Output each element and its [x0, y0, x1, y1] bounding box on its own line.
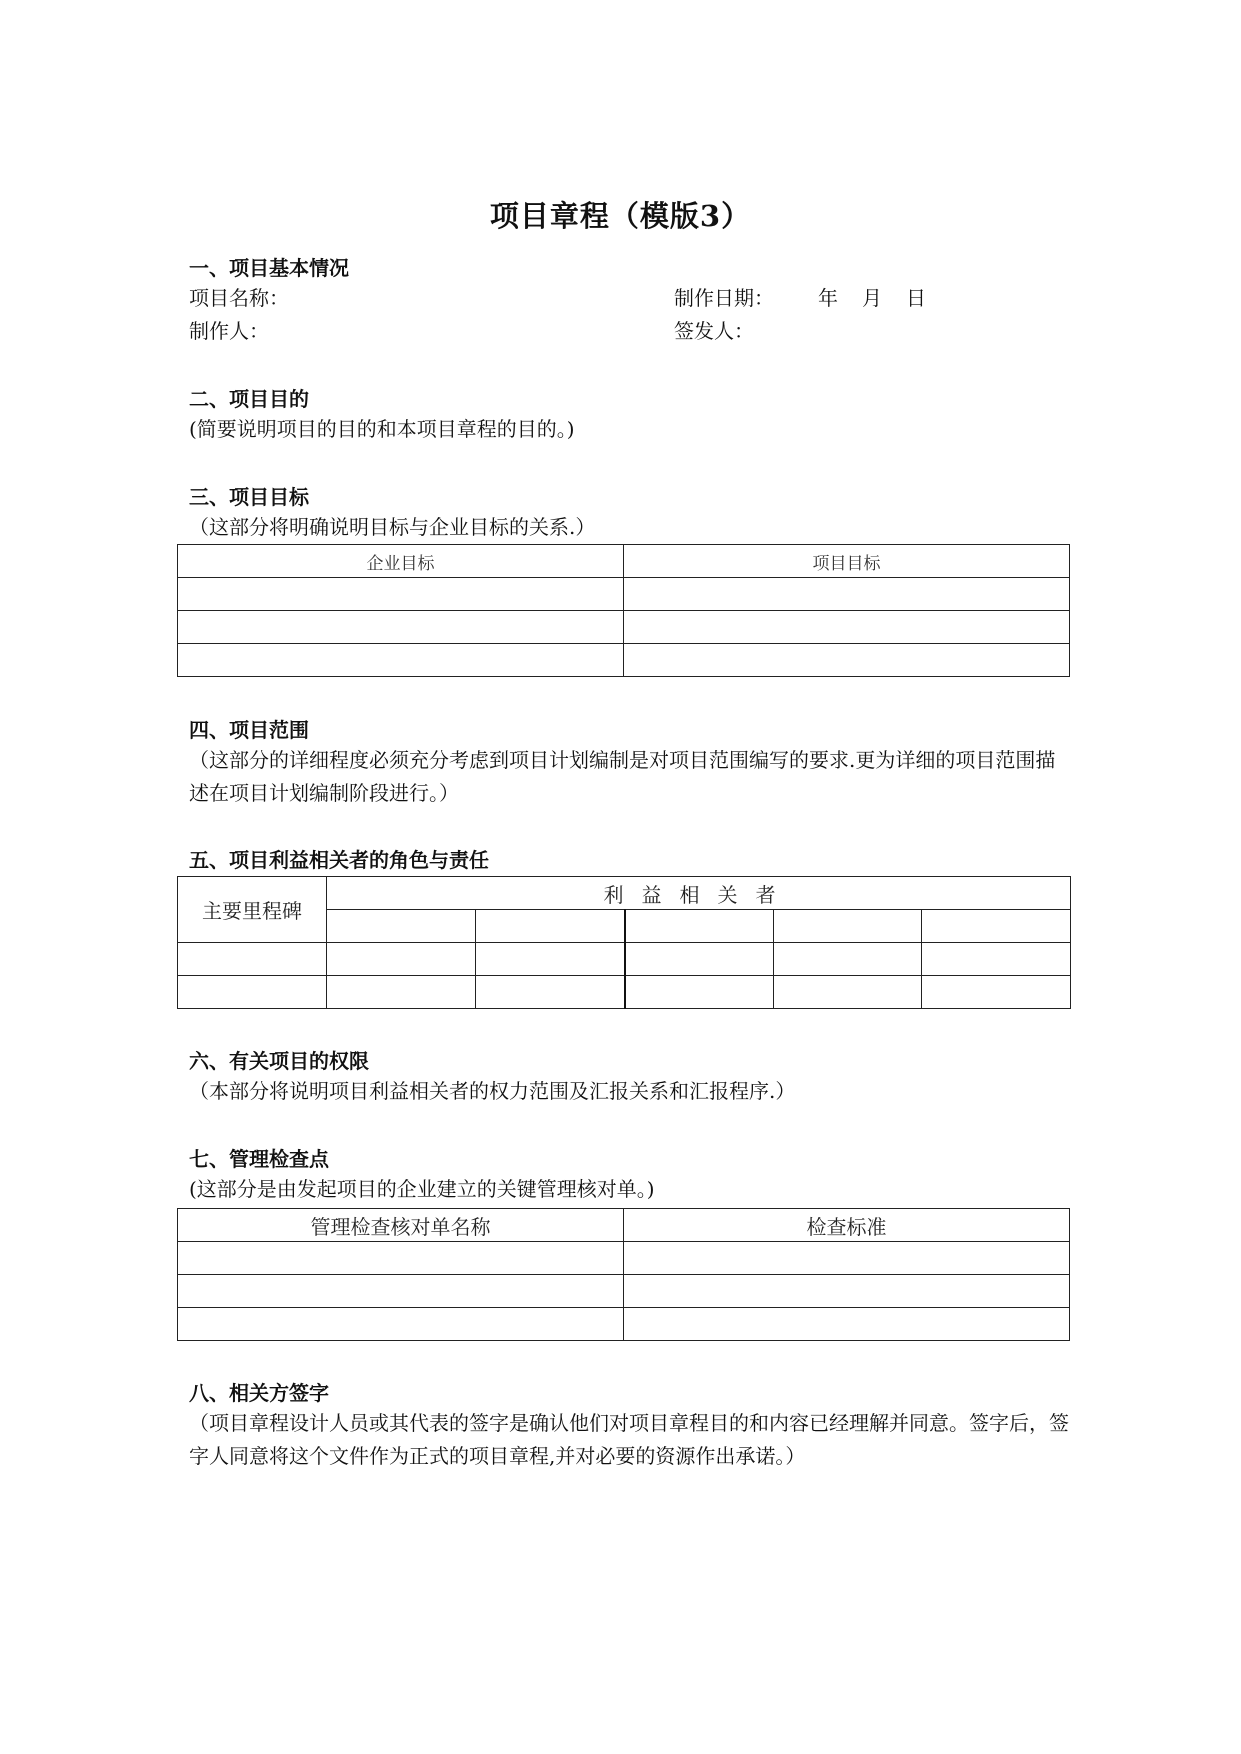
milestones-header: 主要里程碑 — [178, 877, 327, 943]
table-cell — [327, 910, 476, 943]
table-row — [178, 943, 1071, 976]
table-row — [178, 1275, 1070, 1308]
table-cell — [327, 943, 476, 976]
section-3-heading: 三、项目目标 — [189, 485, 309, 509]
table-cell — [178, 1275, 624, 1308]
author-label: 制作人： — [189, 319, 269, 343]
table-cell — [624, 1242, 1070, 1275]
table-cell — [178, 943, 327, 976]
table-cell — [624, 1308, 1070, 1341]
section-3-description: （这部分将明确说明目标与企业目标的关系.） — [189, 515, 596, 539]
objectives-table — [177, 544, 1070, 677]
section-6-heading: 六、有关项目的权限 — [189, 1049, 369, 1073]
table-cell — [922, 976, 1071, 1009]
table-row — [178, 1242, 1070, 1275]
issuer-label: 签发人： — [674, 319, 754, 343]
table-cell — [178, 644, 624, 677]
table-cell — [476, 910, 625, 943]
section-4-description: （这部分的详细程度必须充分考虑到项目计划编制是对项目范围编写的要求.更为详细的项目范围描述在项目计划编制阶段进行。） — [189, 748, 1056, 805]
corporate-objectives-header: 企业目标 — [178, 545, 624, 578]
table-cell — [624, 611, 1070, 644]
section-4-heading: 四、项目范围 — [189, 718, 309, 742]
table-row — [178, 578, 1070, 611]
section-7-heading: 七、管理检查点 — [189, 1147, 329, 1171]
check-standard-header: 检查标准 — [624, 1209, 1070, 1242]
table-cell — [774, 943, 922, 976]
table-header-row — [178, 1209, 1070, 1242]
project-name-label: 项目名称： — [189, 286, 289, 310]
table-cell — [178, 578, 624, 611]
project-objectives-header: 项目目标 — [624, 545, 1070, 578]
table-cell — [178, 1242, 624, 1275]
page-title: 项目章程（模版3） — [489, 199, 752, 233]
date-month: 月 — [862, 286, 882, 310]
section-5-heading: 五、项目利益相关者的角色与责任 — [189, 848, 489, 872]
section-7-description: (这部分是由发起项目的企业建立的关键管理核对单。) — [189, 1177, 655, 1201]
table-row — [178, 611, 1070, 644]
date-label: 制作日期： — [674, 286, 774, 310]
table-cell — [327, 976, 476, 1009]
date-day: 日 — [906, 286, 926, 310]
section-2-heading: 二、项目目的 — [189, 387, 309, 411]
table-cell — [625, 910, 774, 943]
table-cell — [922, 910, 1071, 943]
table-header-row — [178, 545, 1070, 578]
stakeholders-table — [177, 876, 1071, 1009]
table-cell — [625, 976, 774, 1009]
section-6-description: （本部分将说明项目利益相关者的权力范围及汇报关系和汇报程序.） — [189, 1079, 796, 1103]
table-row — [178, 976, 1071, 1009]
date-year: 年 — [818, 286, 838, 310]
table-cell — [624, 1275, 1070, 1308]
checkpoints-table — [177, 1208, 1070, 1341]
table-row — [178, 1308, 1070, 1341]
stakeholders-header: 利益相关者 — [327, 877, 1071, 910]
table-cell — [178, 1308, 624, 1341]
section-8-heading: 八、相关方签字 — [189, 1381, 329, 1405]
checklist-name-header: 管理检查核对单名称 — [178, 1209, 624, 1242]
table-cell — [476, 943, 625, 976]
table-cell — [774, 976, 922, 1009]
section-1-heading: 一、项目基本情况 — [189, 256, 349, 280]
table-cell — [625, 943, 774, 976]
table-cell — [178, 611, 624, 644]
section-8-description: （项目章程设计人员或其代表的签字是确认他们对项目章程目的和内容已经理解并同意。签字后，签字人同意将这个文件作为正式的项目章程,并对必要的资源作出承诺。） — [189, 1411, 1069, 1468]
table-cell — [922, 943, 1071, 976]
table-row — [178, 644, 1070, 677]
table-cell — [624, 644, 1070, 677]
table-cell — [178, 976, 327, 1009]
table-cell — [624, 578, 1070, 611]
table-cell — [476, 976, 625, 1009]
section-2-description: (简要说明项目的目的和本项目章程的目的。) — [189, 417, 575, 441]
table-header-row — [178, 877, 1071, 910]
table-cell — [774, 910, 922, 943]
